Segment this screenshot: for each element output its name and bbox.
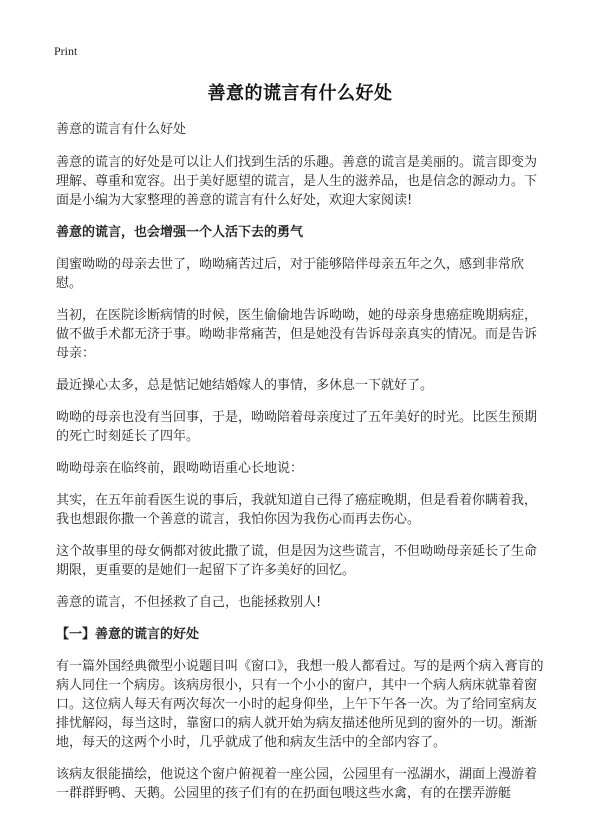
paragraph: 最近操心太多，总是惦记她结婚嫁人的事情，多休息一下就好了。 <box>56 378 434 393</box>
paragraph: 这个故事里的母女俩都对彼此撒了谎，但是因为这些谎言，不但呦呦母亲延长了生命期限，更重要的是她们一起留下了许多美好的回忆。 <box>56 544 538 578</box>
paragraph: 呦呦的母亲也没有当回事，于是，呦呦陪着母亲度过了五年美好的时光。比医生预期的死亡时刻延长了四年。 <box>56 410 538 444</box>
paragraph: 闺蜜呦呦的母亲去世了，呦呦痛苦过后，对于能够陪伴母亲五年之久，感到非常欣慰。 <box>56 257 525 291</box>
section-heading-benefits: 【一】善意的谎言的好处 <box>56 627 200 642</box>
section-heading-courage: 善意的谎言，也会增强一个人活下去的勇气 <box>56 225 304 240</box>
print-label: Print <box>54 44 78 58</box>
paragraph: 当初，在医院诊断病情的时候，医生偷偷地告诉呦呦，她的母亲身患癌症晚期病症，做不做手术都无济于事。呦呦非常痛苦，但是她没有告诉母亲真实的情况。而是告诉母亲： <box>56 308 538 361</box>
paragraph: 其实，在五年前看医生说的事后，我就知道自己得了癌症晚期，但是看着你瞒着我，我也想跟你撒一个善意的谎言，我怕你因为我伤心而再去伤心。 <box>56 493 538 527</box>
paragraph: 该病友很能描绘，他说这个窗户俯视着一座公园，公园里有一泓湖水，湖面上漫游着一群群野鸭、天鹅。公园里的孩子们有的在扔面包喂这些水禽，有的在摆弄游艇 <box>56 767 538 801</box>
paragraph: 有一篇外国经典微型小说题目叫《窗口》，我想一般人都看过。写的是两个病入膏肓的病人同住一个病房。该病房很小，只有一个小小的窗户，其中一个病人病床就靠着窗口。这位病人每天有两次每次一小时的起身仰坐，上午下午各一次。为了给同室病友排忧解闷，每当这时，靠窗口的病人就开始为病友描述他所见到的窗外的一切。渐渐地，每天的这两个小时，几乎就成了他和病友生活中的全部内容了。 <box>56 659 544 750</box>
article-subtitle: 善意的谎言有什么好处 <box>56 122 187 137</box>
article-title: 善意的谎言有什么好处 <box>207 83 393 104</box>
paragraph: 善意的谎言，不但拯救了自己，也能拯救别人! <box>56 595 322 610</box>
intro-paragraph: 善意的谎言的好处是可以让人们找到生活的乐趣。善意的谎言是美丽的。谎言即变为理解、尊重和宽容。出于美好愿望的谎言，是人生的滋养品，也是信念的源动力。下面是小编为大家整理的善意的谎言有什么好处，欢迎大家阅读! <box>56 155 538 208</box>
article-body <box>56 120 546 816</box>
paragraph: 呦呦母亲在临终前，跟呦呦语重心长地说： <box>56 461 304 476</box>
